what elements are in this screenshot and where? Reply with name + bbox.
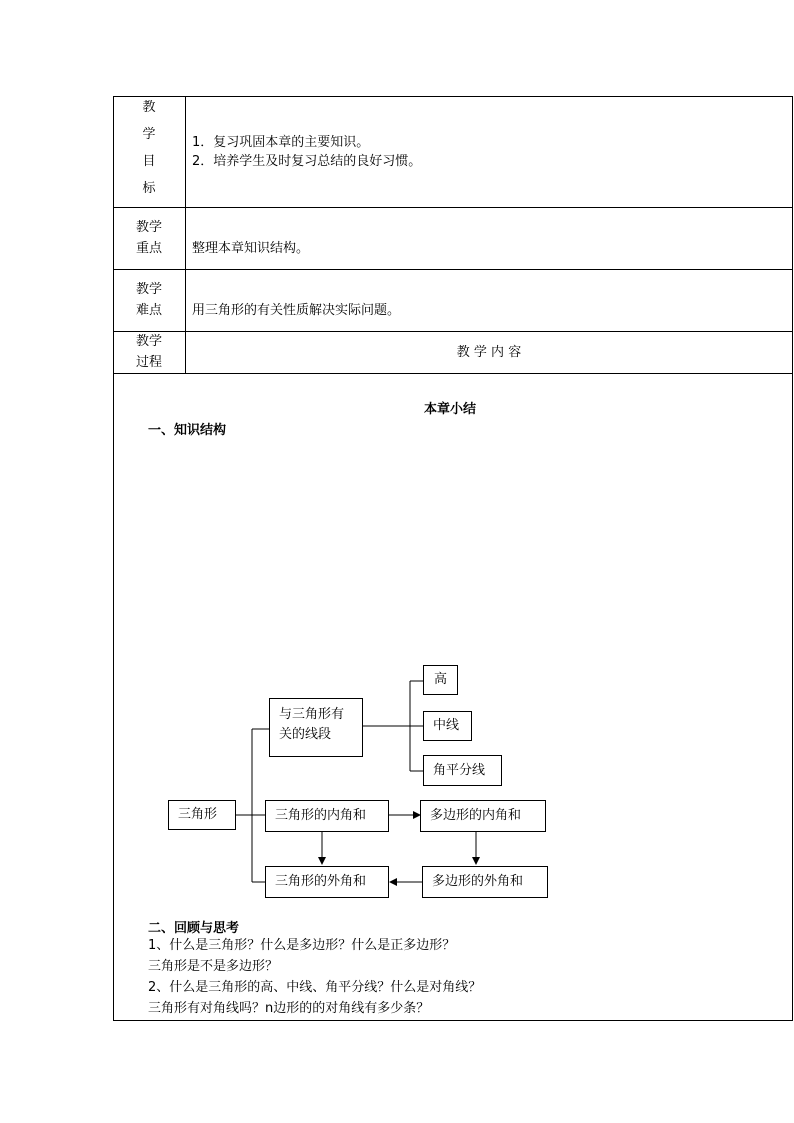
objectives-label-char: 标 (142, 181, 156, 196)
difficulties-text: 用三角形的有关性质解决实际问题。 (192, 303, 401, 318)
node-interior-angle-sum-label: 三角形的内角和 (275, 808, 367, 823)
objectives-label-char: 目 (142, 154, 156, 169)
objective-item: 1．复习巩固本章的主要知识。 (192, 135, 370, 150)
node-median-label: 中线 (433, 718, 460, 733)
objective-item: 2．培养学生及时复习总结的良好习惯。 (192, 154, 422, 169)
node-related-segments-line: 与三角形有 (279, 707, 345, 722)
question-line: 三角形有对角线吗？n边形的的对角线有多少条？ (148, 1001, 430, 1016)
question-line: 2、什么是三角形的高、中线、角平分线？什么是对角线？ (148, 980, 482, 995)
node-altitude (423, 665, 458, 695)
keypoints-label-line: 教学 (135, 220, 162, 235)
node-exterior-angle-sum-label: 三角形的外角和 (275, 874, 367, 889)
node-related-segments-line: 关的线段 (279, 727, 332, 742)
section1-heading: 一、知识结构 (148, 423, 227, 438)
keypoints-label-line: 重点 (135, 241, 162, 256)
process-header: 教 学 内 容 (456, 345, 522, 360)
node-related-segments (269, 698, 363, 757)
node-altitude-label: 高 (434, 672, 448, 687)
question-line: 三角形是不是多边形？ (148, 959, 279, 974)
section-title: 本章小结 (424, 402, 477, 417)
node-polygon-exterior-angle-sum (422, 866, 548, 898)
difficulties-label-line: 教学 (135, 282, 162, 297)
section2-heading: 二、回顾与思考 (148, 921, 240, 936)
node-polygon-exterior-angle-sum-label: 多边形的外角和 (432, 874, 524, 889)
node-polygon-interior-angle-sum (420, 800, 546, 832)
process-label-line: 教学 (135, 334, 162, 349)
node-triangle-label: 三角形 (178, 807, 218, 822)
objectives-label-char: 学 (142, 127, 156, 142)
process-label-line: 过程 (135, 355, 162, 370)
difficulties-label-line: 难点 (135, 303, 162, 318)
keypoints-text: 整理本章知识结构。 (192, 241, 310, 256)
objectives-label-char: 教 (142, 100, 156, 115)
node-interior-angle-sum (265, 800, 389, 832)
node-exterior-angle-sum (265, 866, 389, 898)
node-angle-bisector (423, 755, 502, 786)
question-line: 1、什么是三角形？什么是多边形？什么是正多边形？ (148, 938, 456, 953)
node-angle-bisector-label: 角平分线 (433, 763, 486, 778)
node-triangle (168, 800, 236, 830)
node-polygon-interior-angle-sum-label: 多边形的内角和 (430, 808, 522, 823)
node-median (423, 711, 472, 741)
